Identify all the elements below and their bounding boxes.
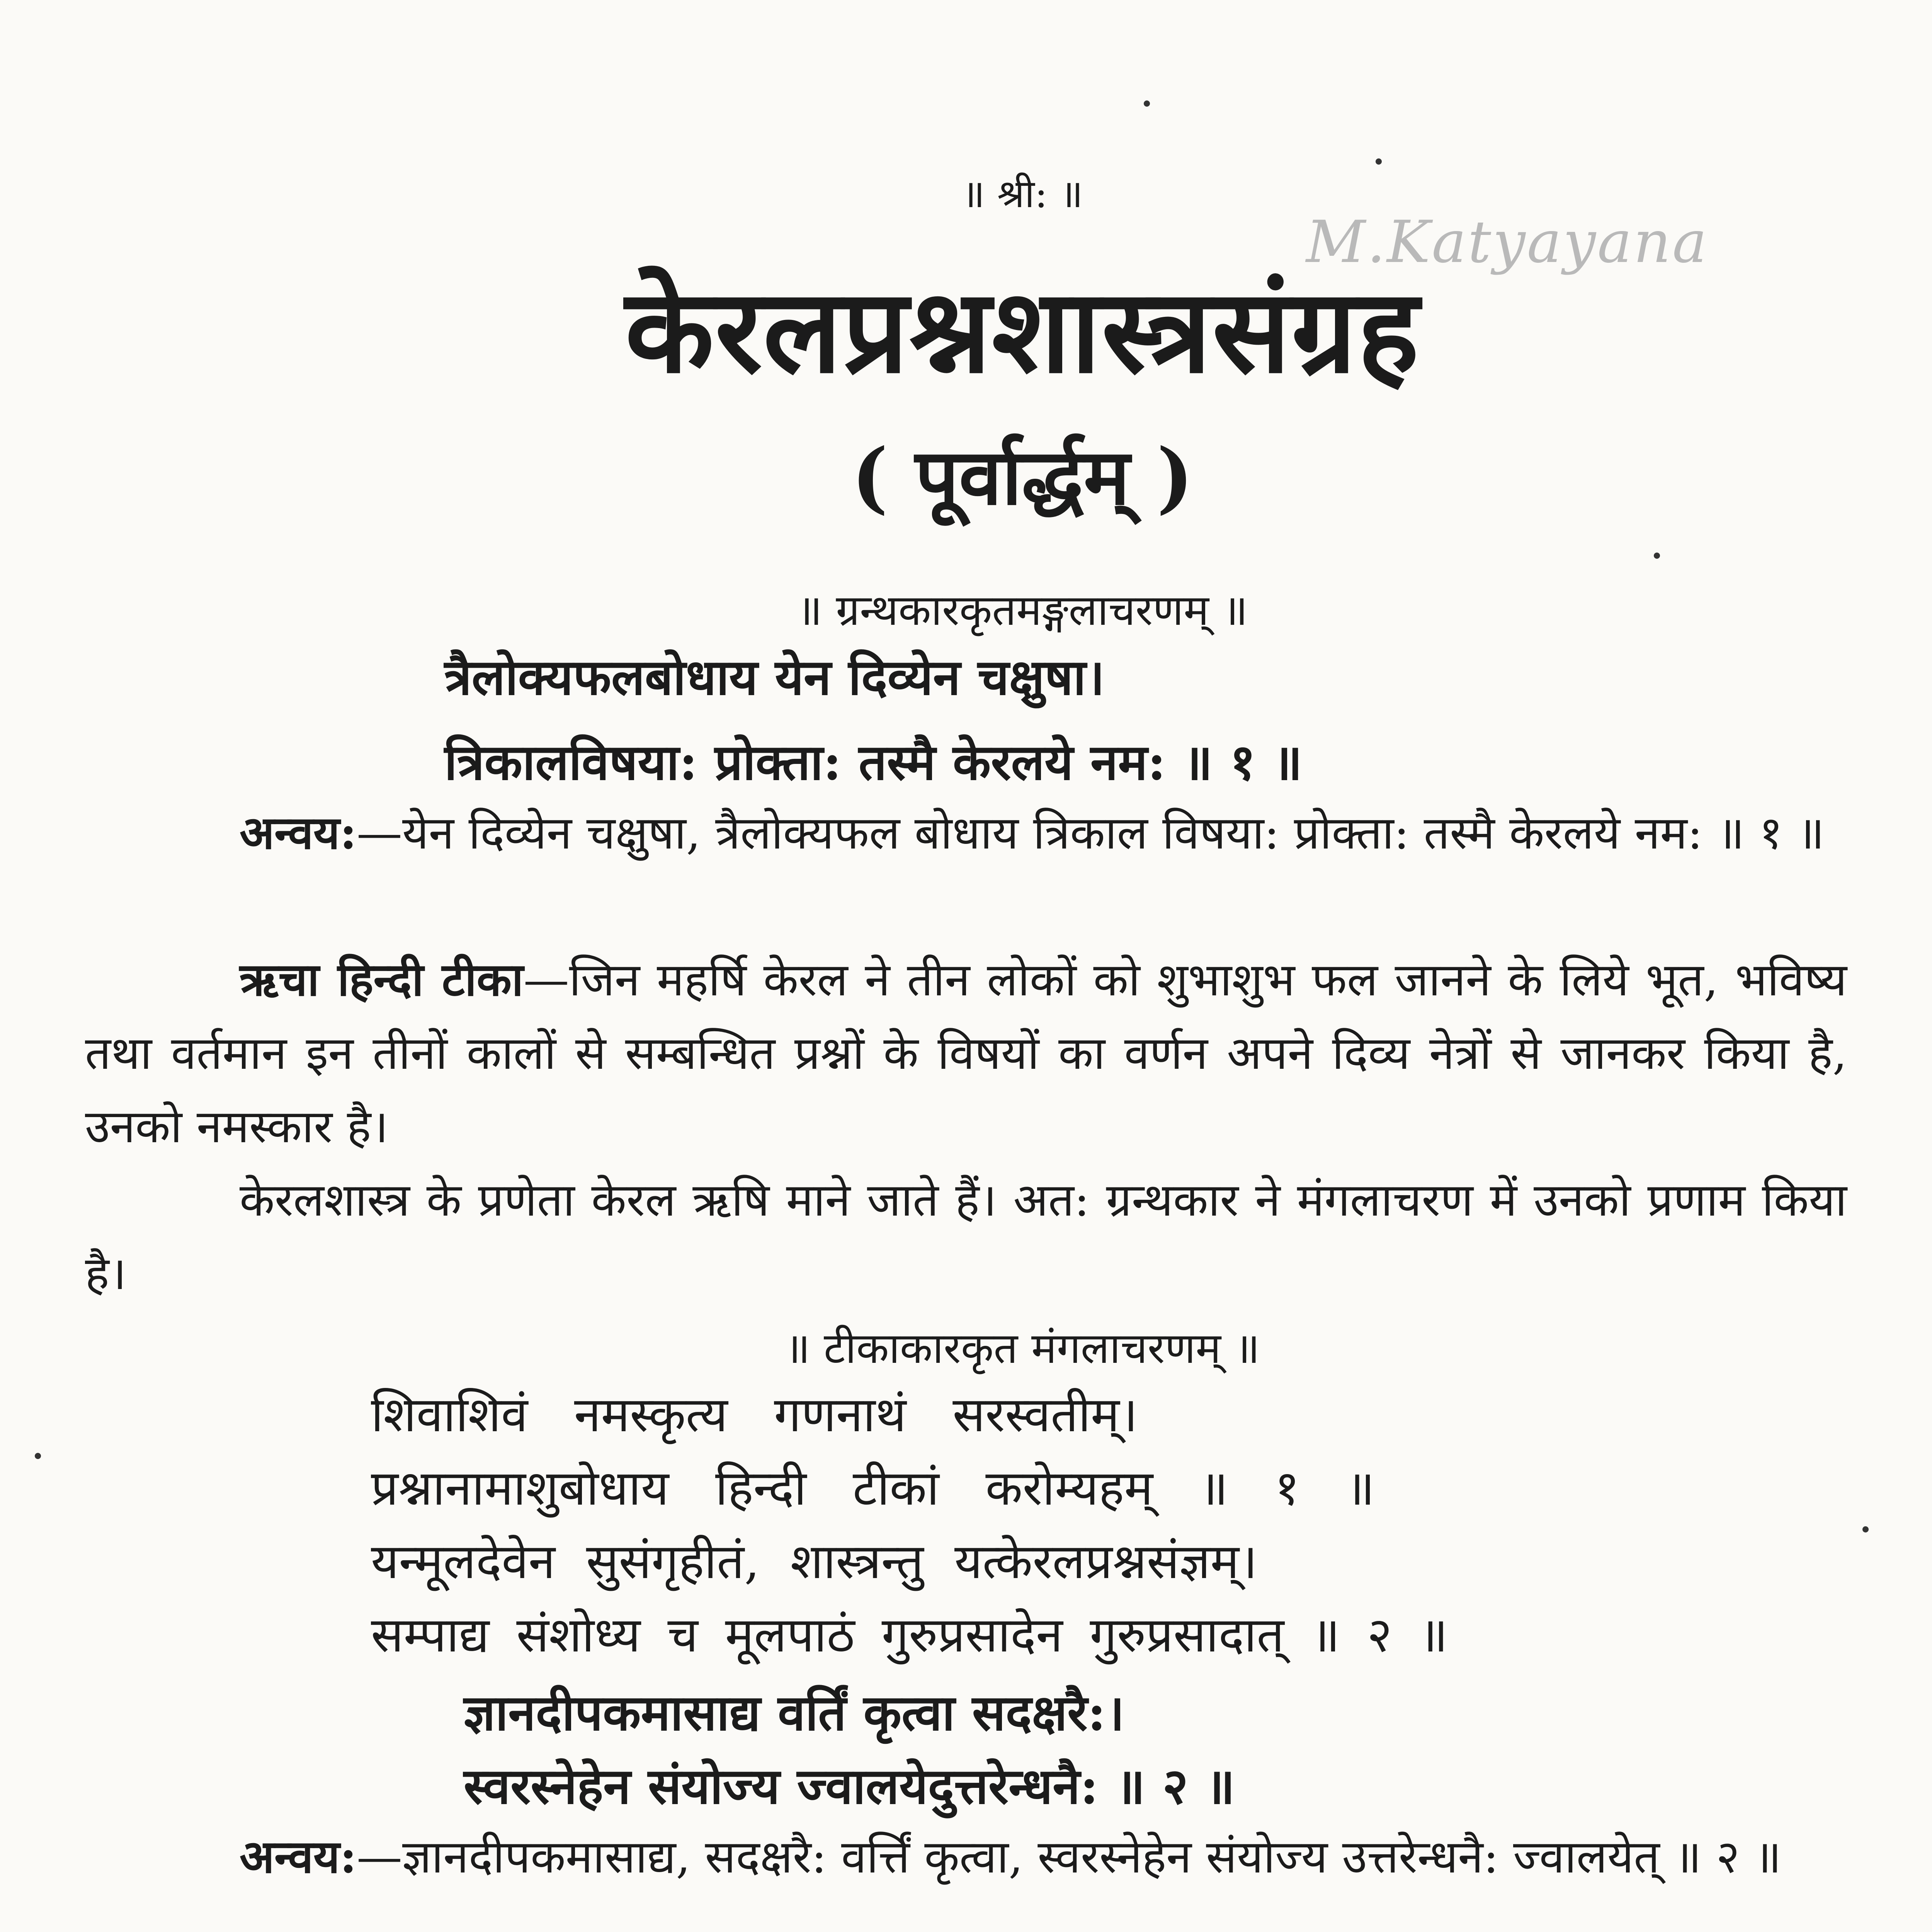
section-heading-granthakara: ॥ ग्रन्थकारकृतमङ्गलाचरणम् ॥: [797, 585, 1248, 635]
scan-speck: [35, 1453, 41, 1459]
verse-line: त्रैलोक्यफलबोधाय येन दिव्येन चक्षुषा।: [444, 648, 1105, 706]
anvaya-text: —ज्ञानदीपकमासाद्य, सदक्षरै: वर्त्तिं कृत्वा, स्वरस्नेहेन संयोज्य उत्तरेन्धनै: ज्वालयेत् ॥ २ ॥: [357, 1830, 1782, 1883]
verse-line: स्वरस्नेहेन संयोज्य ज्वालयेदुत्तरेन्धनै: ॥ २ ॥: [464, 1757, 1235, 1815]
verse-line: यन्मूलदेवेन सुसंगृहीतं, शास्त्रन्तु यत्केरलप्रश्नसंज्ञम्।: [371, 1534, 1258, 1590]
tika-paragraph: [85, 943, 1847, 1163]
verse-line: त्रिकालविषया: प्रोक्ता: तस्मै केरलये नम: ॥ १ ॥: [444, 733, 1303, 791]
scan-speck: [1862, 1526, 1869, 1532]
anvaya-label: अन्वय:: [240, 806, 357, 859]
scan-speck: [1144, 100, 1150, 107]
verse-line: सम्पाद्य संशोध्य च मूलपाठं गुरुप्रसादेन गुरुप्रसादात् ॥ २ ॥: [371, 1607, 1448, 1663]
note-paragraph: [85, 1163, 1847, 1310]
section-heading-tikakara: ॥ टीकाकारकृत मंगलाचरणम् ॥: [785, 1323, 1260, 1373]
tika-text: —जिन महर्षि केरल ने तीन लोकों को शुभाशुभ फल जानने के लिये भूत, भविष्य तथा वर्तमान इन तीनों कालों से सम्बन्धित प्रश्नों के विषयों का वर्णन अपने दिव्य नेत्रों से जानकर किया है, उनको नमस्कार है।: [85, 953, 1847, 1153]
scan-speck: [1654, 553, 1660, 559]
page-subtitle: ( पूर्वार्द्धम् ): [851, 432, 1194, 522]
verse-line: शिवाशिवं नमस्कृत्य गणनाथं सरस्वतीम्।: [371, 1387, 1138, 1443]
verse-line: प्रश्नानामाशुबोधाय हिन्दी टीकां करोम्यहम् ॥ १ ॥: [371, 1460, 1375, 1516]
anvaya-paragraph: [85, 1820, 1847, 1893]
anvaya-paragraph: [85, 796, 1847, 869]
note-text: केरलशास्त्र के प्रणेता केरल ऋषि माने जाते हैं। अत: ग्रन्थकार ने मंगलाचरण में उनको प्रणाम किया है।: [85, 1173, 1847, 1300]
invocation-line: ॥ श्री: ॥: [962, 171, 1083, 216]
anvaya-label: अन्वय:: [240, 1830, 357, 1883]
anvaya-text: —येन दिव्येन चक्षुषा, त्रैलोक्यफल बोधाय त्रिकाल विषया: प्रोक्ता: तस्मै केरलये नम: ॥ १ ॥: [357, 806, 1825, 859]
page-title: केरलप्रश्नशास्त्रसंग्रह: [625, 262, 1420, 399]
verse-line: ज्ञानदीपकमासाद्य वर्तिं कृत्वा सदक्षरै:।: [464, 1684, 1125, 1742]
watermark: M.Katyayana: [1306, 209, 1709, 276]
scan-speck: [1376, 158, 1382, 165]
tika-label: ऋचा हिन्दी टीका: [240, 952, 524, 1006]
